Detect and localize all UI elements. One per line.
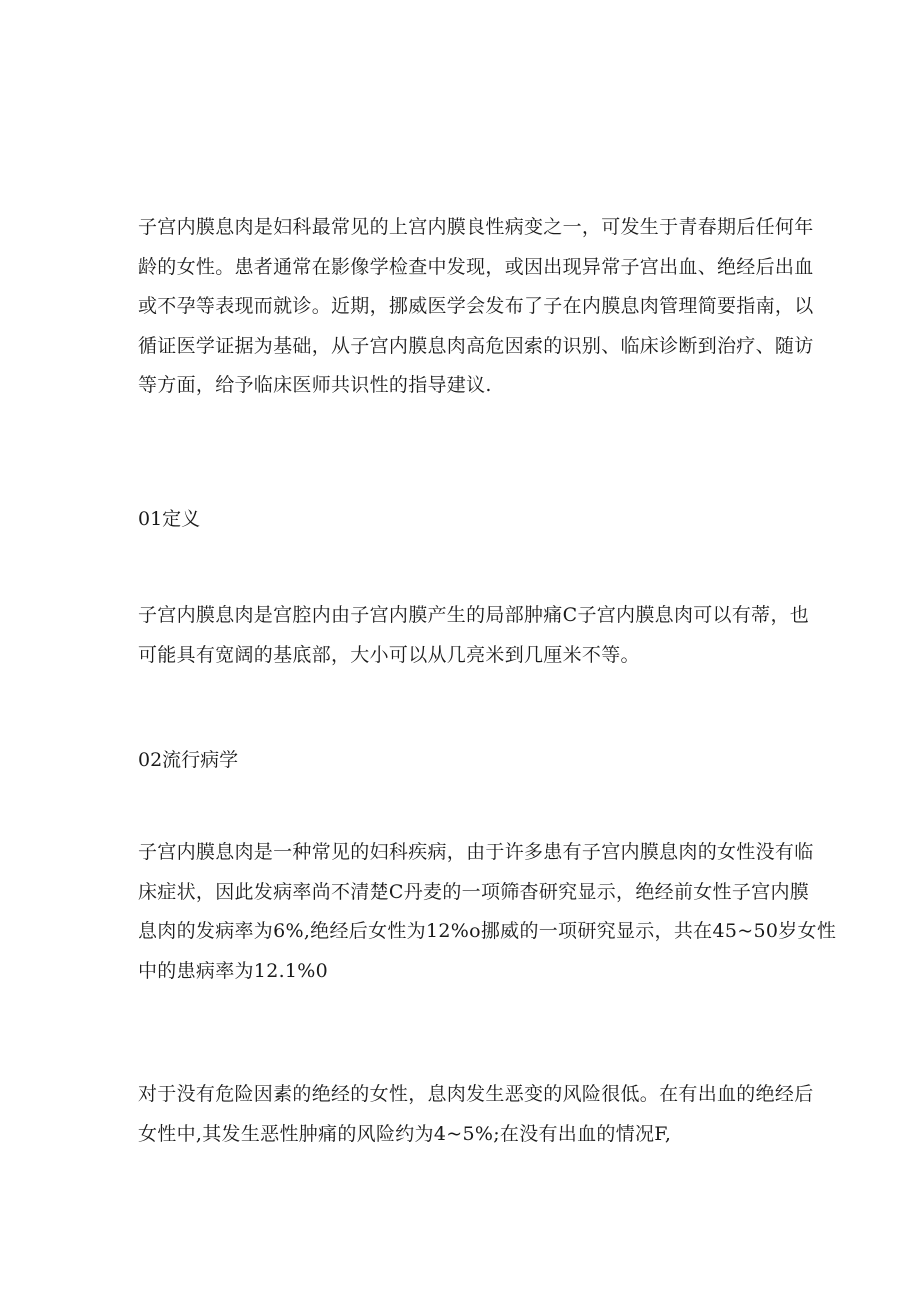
risk-line-2: 女性中,其发生恶性肿痛的风险约为4~5%;在没有出血的情况F, — [138, 1122, 672, 1145]
intro-line-1: 子宫内膜息肉是妇科最常见的上宫内膜良性病变之一，可发生于青春期后任何年 — [138, 216, 814, 238]
risk-line-1: 对于没有危险因素的绝经的女性，息肉发生恶变的风险很低。在有出血的绝经后 — [138, 1083, 814, 1105]
definition-line-2: 可能具有宽阔的基底部，大小可以从几亮米到几厘米不等。 — [138, 643, 640, 666]
intro-line-4: 循证医学证据为基础，从子宫内膜息肉高危因索的识别、临床诊断到治疗、随访 — [138, 334, 814, 357]
epidemiology-line-2: 床症状，因此发病率尚不清楚C丹麦的一项筛杳研究显示，绝经前女性子宫内膜 — [138, 880, 810, 903]
intro-line-5: 等方面，给予临床医师共识性的指导建议. — [138, 374, 492, 397]
epidemiology-paragraph — [138, 833, 837, 991]
definition-line-1: 子宫内膜息肉是宫腔内由子宫内膜产生的局部肿痛C子宫内膜息肉可以有蒂，也 — [138, 604, 810, 626]
epidemiology-line-3: 息肉的发病率为6%,绝经后女性为12%o挪威的一项研究显示，共在45~50岁女性 — [138, 920, 837, 943]
risk-paragraph — [138, 1075, 814, 1154]
section-heading-definition: 01定义 — [138, 508, 201, 530]
intro-line-3: 或不孕等表现而就诊。近期，挪威医学会发布了子在内膜息肉管理简要指南，以 — [138, 295, 814, 318]
epidemiology-line-4: 中的患病率为12.1%0 — [138, 959, 329, 982]
definition-paragraph — [138, 596, 810, 675]
intro-line-2: 龄的女性。患者通常在影像学检查中发现，或因出现异常子宫出血、绝经后出血 — [138, 255, 814, 278]
section-heading-epidemiology: 02流行病学 — [138, 749, 239, 771]
epidemiology-line-1: 子宫内膜息肉是一种常见的妇科疾病，由于许多患有子宫内膜息肉的女性没有临 — [138, 841, 814, 863]
intro-paragraph — [138, 208, 814, 406]
